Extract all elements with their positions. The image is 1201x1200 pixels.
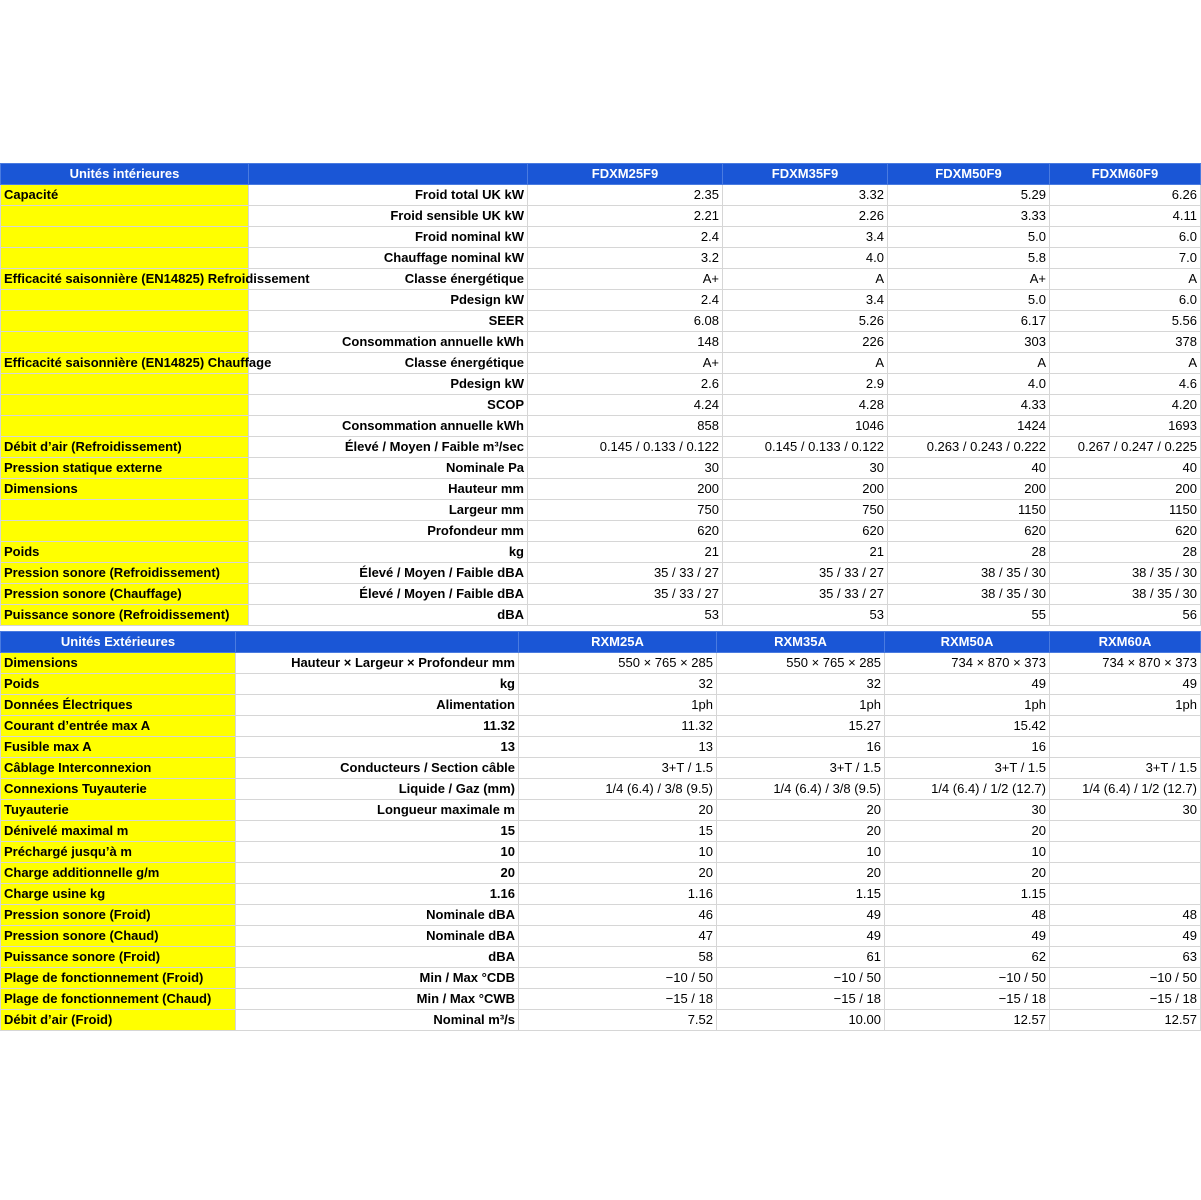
category-cell bbox=[1, 311, 249, 332]
value-cell: 20 bbox=[717, 863, 885, 884]
category-cell: Préchargé jusqu’à m bbox=[1, 842, 236, 863]
indoor-header-row bbox=[1, 164, 1201, 185]
table-row bbox=[1, 332, 1201, 353]
value-cell: 12.57 bbox=[885, 1010, 1050, 1031]
value-cell: 0.263 / 0.243 / 0.222 bbox=[888, 437, 1050, 458]
value-cell: 5.0 bbox=[888, 290, 1050, 311]
value-cell: 2.26 bbox=[723, 206, 888, 227]
table-row bbox=[1, 605, 1201, 626]
indoor-model-header: FDXM50F9 bbox=[888, 164, 1050, 185]
parameter-cell: 10 bbox=[236, 842, 519, 863]
indoor-model-header: FDXM60F9 bbox=[1050, 164, 1201, 185]
value-cell: 3+T / 1.5 bbox=[885, 758, 1050, 779]
value-cell: 53 bbox=[528, 605, 723, 626]
value-cell: 30 bbox=[528, 458, 723, 479]
value-cell: 1.15 bbox=[885, 884, 1050, 905]
table-row bbox=[1, 674, 1201, 695]
table-row bbox=[1, 884, 1201, 905]
value-cell: −15 / 18 bbox=[717, 989, 885, 1010]
value-cell: 1.15 bbox=[717, 884, 885, 905]
value-cell bbox=[1050, 716, 1201, 737]
category-cell: Câblage Interconnexion bbox=[1, 758, 236, 779]
value-cell: 148 bbox=[528, 332, 723, 353]
parameter-cell: Consommation annuelle kWh bbox=[249, 332, 528, 353]
value-cell: 35 / 33 / 27 bbox=[528, 584, 723, 605]
value-cell: 226 bbox=[723, 332, 888, 353]
value-cell: 0.145 / 0.133 / 0.122 bbox=[528, 437, 723, 458]
value-cell: 0.145 / 0.133 / 0.122 bbox=[723, 437, 888, 458]
value-cell: 38 / 35 / 30 bbox=[1050, 584, 1201, 605]
value-cell: 5.56 bbox=[1050, 311, 1201, 332]
table-row bbox=[1, 206, 1201, 227]
value-cell: 1/4 (6.4) / 3/8 (9.5) bbox=[717, 779, 885, 800]
value-cell: 13 bbox=[519, 737, 717, 758]
value-cell: −10 / 50 bbox=[717, 968, 885, 989]
category-cell bbox=[1, 248, 249, 269]
value-cell: 4.24 bbox=[528, 395, 723, 416]
table-row bbox=[1, 779, 1201, 800]
value-cell: 620 bbox=[888, 521, 1050, 542]
value-cell: 35 / 33 / 27 bbox=[723, 563, 888, 584]
table-row bbox=[1, 926, 1201, 947]
category-cell: Débit d’air (Froid) bbox=[1, 1010, 236, 1031]
table-row bbox=[1, 716, 1201, 737]
value-cell: 3.33 bbox=[888, 206, 1050, 227]
category-cell: Données Électriques bbox=[1, 695, 236, 716]
table-row bbox=[1, 500, 1201, 521]
category-cell: Pression sonore (Chauffage) bbox=[1, 584, 249, 605]
category-cell bbox=[1, 395, 249, 416]
value-cell: 38 / 35 / 30 bbox=[888, 584, 1050, 605]
value-cell: 28 bbox=[888, 542, 1050, 563]
parameter-cell: kg bbox=[249, 542, 528, 563]
indoor-section-title: Unités intérieures bbox=[1, 164, 249, 185]
outdoor-model-header: RXM35A bbox=[717, 632, 885, 653]
value-cell: 200 bbox=[888, 479, 1050, 500]
table-row bbox=[1, 653, 1201, 674]
value-cell: 16 bbox=[717, 737, 885, 758]
category-cell: Capacité bbox=[1, 185, 249, 206]
value-cell: 303 bbox=[888, 332, 1050, 353]
category-cell: Puissance sonore (Froid) bbox=[1, 947, 236, 968]
parameter-cell: Nominale Pa bbox=[249, 458, 528, 479]
value-cell: 4.28 bbox=[723, 395, 888, 416]
parameter-cell: SEER bbox=[249, 311, 528, 332]
table-row bbox=[1, 290, 1201, 311]
value-cell: −15 / 18 bbox=[885, 989, 1050, 1010]
value-cell: 20 bbox=[885, 863, 1050, 884]
value-cell: −10 / 50 bbox=[885, 968, 1050, 989]
value-cell bbox=[1050, 842, 1201, 863]
value-cell: 1046 bbox=[723, 416, 888, 437]
value-cell: 10 bbox=[519, 842, 717, 863]
indoor-param-header bbox=[249, 164, 528, 185]
value-cell: 32 bbox=[717, 674, 885, 695]
parameter-cell: Min / Max °CWB bbox=[236, 989, 519, 1010]
value-cell: 4.11 bbox=[1050, 206, 1201, 227]
value-cell: 0.267 / 0.247 / 0.225 bbox=[1050, 437, 1201, 458]
value-cell: A+ bbox=[528, 269, 723, 290]
value-cell bbox=[1050, 737, 1201, 758]
value-cell: 734 × 870 × 373 bbox=[885, 653, 1050, 674]
value-cell: 1424 bbox=[888, 416, 1050, 437]
parameter-cell: Profondeur mm bbox=[249, 521, 528, 542]
value-cell: 2.6 bbox=[528, 374, 723, 395]
value-cell: 49 bbox=[717, 926, 885, 947]
value-cell: 55 bbox=[888, 605, 1050, 626]
category-cell: Efficacité saisonnière (EN14825) Refroidissement bbox=[1, 269, 249, 290]
category-cell: Fusible max A bbox=[1, 737, 236, 758]
value-cell: A bbox=[1050, 353, 1201, 374]
value-cell: 38 / 35 / 30 bbox=[1050, 563, 1201, 584]
value-cell: 200 bbox=[528, 479, 723, 500]
parameter-cell: Hauteur × Largeur × Profondeur mm bbox=[236, 653, 519, 674]
category-cell: Débit d’air (Refroidissement) bbox=[1, 437, 249, 458]
value-cell: 35 / 33 / 27 bbox=[528, 563, 723, 584]
category-cell bbox=[1, 332, 249, 353]
value-cell: 38 / 35 / 30 bbox=[888, 563, 1050, 584]
value-cell: 7.0 bbox=[1050, 248, 1201, 269]
value-cell: 6.0 bbox=[1050, 227, 1201, 248]
value-cell: 6.26 bbox=[1050, 185, 1201, 206]
parameter-cell: Alimentation bbox=[236, 695, 519, 716]
parameter-cell: Consommation annuelle kWh bbox=[249, 416, 528, 437]
parameter-cell: 11.32 bbox=[236, 716, 519, 737]
parameter-cell: Pdesign kW bbox=[249, 290, 528, 311]
value-cell: 6.08 bbox=[528, 311, 723, 332]
value-cell: 620 bbox=[723, 521, 888, 542]
category-cell bbox=[1, 227, 249, 248]
value-cell: 1/4 (6.4) / 1/2 (12.7) bbox=[885, 779, 1050, 800]
value-cell: 5.0 bbox=[888, 227, 1050, 248]
value-cell: 750 bbox=[723, 500, 888, 521]
parameter-cell: kg bbox=[236, 674, 519, 695]
value-cell: 49 bbox=[1050, 674, 1201, 695]
table-row bbox=[1, 542, 1201, 563]
parameter-cell: 20 bbox=[236, 863, 519, 884]
outdoor-model-header: RXM60A bbox=[1050, 632, 1201, 653]
parameter-cell: Pdesign kW bbox=[249, 374, 528, 395]
outdoor-section-title: Unités Extérieures bbox=[1, 632, 236, 653]
category-cell: Courant d’entrée max A bbox=[1, 716, 236, 737]
value-cell: 32 bbox=[519, 674, 717, 695]
value-cell: 750 bbox=[528, 500, 723, 521]
value-cell: 61 bbox=[717, 947, 885, 968]
value-cell: 858 bbox=[528, 416, 723, 437]
value-cell: 3.4 bbox=[723, 227, 888, 248]
table-row bbox=[1, 821, 1201, 842]
parameter-cell: Élevé / Moyen / Faible dBA bbox=[249, 584, 528, 605]
category-cell: Poids bbox=[1, 674, 236, 695]
parameter-cell: dBA bbox=[236, 947, 519, 968]
value-cell: 58 bbox=[519, 947, 717, 968]
value-cell: 1ph bbox=[885, 695, 1050, 716]
value-cell: 4.33 bbox=[888, 395, 1050, 416]
value-cell: 734 × 870 × 373 bbox=[1050, 653, 1201, 674]
indoor-units-table bbox=[0, 163, 1201, 626]
table-row bbox=[1, 947, 1201, 968]
parameter-cell: 15 bbox=[236, 821, 519, 842]
parameter-cell: Froid total UK kW bbox=[249, 185, 528, 206]
value-cell: −10 / 50 bbox=[1050, 968, 1201, 989]
value-cell: 3.32 bbox=[723, 185, 888, 206]
value-cell: 6.17 bbox=[888, 311, 1050, 332]
value-cell: 200 bbox=[1050, 479, 1201, 500]
category-cell bbox=[1, 416, 249, 437]
table-row bbox=[1, 521, 1201, 542]
parameter-cell: Hauteur mm bbox=[249, 479, 528, 500]
value-cell: 5.26 bbox=[723, 311, 888, 332]
table-row bbox=[1, 353, 1201, 374]
value-cell: 5.8 bbox=[888, 248, 1050, 269]
value-cell: 30 bbox=[885, 800, 1050, 821]
value-cell: 12.57 bbox=[1050, 1010, 1201, 1031]
value-cell bbox=[1050, 863, 1201, 884]
category-cell: Tuyauterie bbox=[1, 800, 236, 821]
parameter-cell: Froid sensible UK kW bbox=[249, 206, 528, 227]
table-row bbox=[1, 458, 1201, 479]
value-cell: 49 bbox=[885, 674, 1050, 695]
value-cell: A+ bbox=[528, 353, 723, 374]
value-cell: 2.4 bbox=[528, 290, 723, 311]
value-cell: 1ph bbox=[519, 695, 717, 716]
value-cell: 48 bbox=[885, 905, 1050, 926]
value-cell: 1/4 (6.4) / 1/2 (12.7) bbox=[1050, 779, 1201, 800]
value-cell: 1150 bbox=[1050, 500, 1201, 521]
category-cell: Pression statique externe bbox=[1, 458, 249, 479]
value-cell: 1ph bbox=[1050, 695, 1201, 716]
value-cell: 15.42 bbox=[885, 716, 1050, 737]
parameter-cell: Min / Max °CDB bbox=[236, 968, 519, 989]
value-cell: 30 bbox=[1050, 800, 1201, 821]
value-cell: 30 bbox=[723, 458, 888, 479]
indoor-model-header: FDXM35F9 bbox=[723, 164, 888, 185]
parameter-cell: Élevé / Moyen / Faible dBA bbox=[249, 563, 528, 584]
parameter-cell: Conducteurs / Section câble bbox=[236, 758, 519, 779]
parameter-cell: Froid nominal kW bbox=[249, 227, 528, 248]
parameter-cell: SCOP bbox=[249, 395, 528, 416]
parameter-cell: Nominale dBA bbox=[236, 926, 519, 947]
indoor-model-header: FDXM25F9 bbox=[528, 164, 723, 185]
category-cell: Pression sonore (Refroidissement) bbox=[1, 563, 249, 584]
value-cell: 3+T / 1.5 bbox=[519, 758, 717, 779]
table-row bbox=[1, 269, 1201, 290]
outdoor-model-header: RXM50A bbox=[885, 632, 1050, 653]
value-cell: 4.6 bbox=[1050, 374, 1201, 395]
table-row bbox=[1, 227, 1201, 248]
table-row bbox=[1, 248, 1201, 269]
parameter-cell: Largeur mm bbox=[249, 500, 528, 521]
category-cell: Dénivelé maximal m bbox=[1, 821, 236, 842]
parameter-cell: Nominale dBA bbox=[236, 905, 519, 926]
value-cell: 40 bbox=[888, 458, 1050, 479]
value-cell: 16 bbox=[885, 737, 1050, 758]
value-cell: 10 bbox=[717, 842, 885, 863]
table-row bbox=[1, 863, 1201, 884]
table-row bbox=[1, 416, 1201, 437]
parameter-cell: Chauffage nominal kW bbox=[249, 248, 528, 269]
value-cell: 20 bbox=[717, 800, 885, 821]
value-cell: 46 bbox=[519, 905, 717, 926]
value-cell: 15 bbox=[519, 821, 717, 842]
parameter-cell: 13 bbox=[236, 737, 519, 758]
category-cell bbox=[1, 374, 249, 395]
value-cell: 56 bbox=[1050, 605, 1201, 626]
category-cell: Poids bbox=[1, 542, 249, 563]
value-cell: 20 bbox=[885, 821, 1050, 842]
table-row bbox=[1, 1010, 1201, 1031]
value-cell: 28 bbox=[1050, 542, 1201, 563]
value-cell: −15 / 18 bbox=[1050, 989, 1201, 1010]
value-cell: A bbox=[1050, 269, 1201, 290]
value-cell bbox=[1050, 821, 1201, 842]
value-cell: 2.4 bbox=[528, 227, 723, 248]
parameter-cell: Classe énergétique bbox=[249, 353, 528, 374]
table-row bbox=[1, 374, 1201, 395]
category-cell: Pression sonore (Froid) bbox=[1, 905, 236, 926]
table-row bbox=[1, 584, 1201, 605]
value-cell: 47 bbox=[519, 926, 717, 947]
value-cell: 6.0 bbox=[1050, 290, 1201, 311]
value-cell: 7.52 bbox=[519, 1010, 717, 1031]
value-cell: 4.20 bbox=[1050, 395, 1201, 416]
value-cell: 10.00 bbox=[717, 1010, 885, 1031]
outdoor-param-header bbox=[236, 632, 519, 653]
value-cell: 550 × 765 × 285 bbox=[717, 653, 885, 674]
value-cell: 5.29 bbox=[888, 185, 1050, 206]
value-cell: A+ bbox=[888, 269, 1050, 290]
table-row bbox=[1, 905, 1201, 926]
parameter-cell: Liquide / Gaz (mm) bbox=[236, 779, 519, 800]
value-cell: 1/4 (6.4) / 3/8 (9.5) bbox=[519, 779, 717, 800]
value-cell: 3+T / 1.5 bbox=[1050, 758, 1201, 779]
value-cell: 1.16 bbox=[519, 884, 717, 905]
table-row bbox=[1, 563, 1201, 584]
value-cell: 20 bbox=[519, 863, 717, 884]
table-row bbox=[1, 437, 1201, 458]
value-cell: −10 / 50 bbox=[519, 968, 717, 989]
value-cell: 550 × 765 × 285 bbox=[519, 653, 717, 674]
value-cell: A bbox=[888, 353, 1050, 374]
table-row bbox=[1, 842, 1201, 863]
parameter-cell: Longueur maximale m bbox=[236, 800, 519, 821]
table-row bbox=[1, 395, 1201, 416]
value-cell: 63 bbox=[1050, 947, 1201, 968]
category-cell: Connexions Tuyauterie bbox=[1, 779, 236, 800]
value-cell: 378 bbox=[1050, 332, 1201, 353]
category-cell: Pression sonore (Chaud) bbox=[1, 926, 236, 947]
category-cell: Efficacité saisonnière (EN14825) Chauffage bbox=[1, 353, 249, 374]
table-row bbox=[1, 989, 1201, 1010]
parameter-cell: Classe énergétique bbox=[249, 269, 528, 290]
value-cell: 4.0 bbox=[888, 374, 1050, 395]
value-cell: 20 bbox=[717, 821, 885, 842]
value-cell: 3+T / 1.5 bbox=[717, 758, 885, 779]
value-cell: 200 bbox=[723, 479, 888, 500]
value-cell: 1150 bbox=[888, 500, 1050, 521]
category-cell: Charge additionnelle g/m bbox=[1, 863, 236, 884]
value-cell: 620 bbox=[528, 521, 723, 542]
value-cell: 10 bbox=[885, 842, 1050, 863]
table-row bbox=[1, 695, 1201, 716]
value-cell: 53 bbox=[723, 605, 888, 626]
value-cell: 48 bbox=[1050, 905, 1201, 926]
value-cell: 11.32 bbox=[519, 716, 717, 737]
value-cell bbox=[1050, 884, 1201, 905]
value-cell: 3.2 bbox=[528, 248, 723, 269]
table-row bbox=[1, 311, 1201, 332]
value-cell: 35 / 33 / 27 bbox=[723, 584, 888, 605]
table-row bbox=[1, 758, 1201, 779]
category-cell bbox=[1, 521, 249, 542]
table-row bbox=[1, 968, 1201, 989]
category-cell bbox=[1, 206, 249, 227]
category-cell: Plage de fonctionnement (Chaud) bbox=[1, 989, 236, 1010]
outdoor-header-row bbox=[1, 632, 1201, 653]
category-cell bbox=[1, 290, 249, 311]
category-cell: Dimensions bbox=[1, 653, 236, 674]
value-cell: 49 bbox=[1050, 926, 1201, 947]
value-cell: 3.4 bbox=[723, 290, 888, 311]
table-row bbox=[1, 479, 1201, 500]
category-cell: Charge usine kg bbox=[1, 884, 236, 905]
outdoor-model-header: RXM25A bbox=[519, 632, 717, 653]
value-cell: 40 bbox=[1050, 458, 1201, 479]
parameter-cell: dBA bbox=[249, 605, 528, 626]
category-cell: Plage de fonctionnement (Froid) bbox=[1, 968, 236, 989]
value-cell: A bbox=[723, 353, 888, 374]
outdoor-units-table bbox=[0, 631, 1201, 1031]
value-cell: 1ph bbox=[717, 695, 885, 716]
indoor-body bbox=[1, 185, 1201, 626]
outdoor-body bbox=[1, 653, 1201, 1031]
value-cell: 49 bbox=[717, 905, 885, 926]
value-cell: 2.35 bbox=[528, 185, 723, 206]
parameter-cell: 1.16 bbox=[236, 884, 519, 905]
value-cell: 21 bbox=[723, 542, 888, 563]
value-cell: 620 bbox=[1050, 521, 1201, 542]
table-row bbox=[1, 737, 1201, 758]
value-cell: 4.0 bbox=[723, 248, 888, 269]
value-cell: 15.27 bbox=[717, 716, 885, 737]
category-cell: Puissance sonore (Refroidissement) bbox=[1, 605, 249, 626]
category-cell bbox=[1, 500, 249, 521]
value-cell: 20 bbox=[519, 800, 717, 821]
value-cell: 21 bbox=[528, 542, 723, 563]
value-cell: 1693 bbox=[1050, 416, 1201, 437]
value-cell: 62 bbox=[885, 947, 1050, 968]
table-row bbox=[1, 185, 1201, 206]
category-cell: Dimensions bbox=[1, 479, 249, 500]
value-cell: −15 / 18 bbox=[519, 989, 717, 1010]
value-cell: A bbox=[723, 269, 888, 290]
value-cell: 2.9 bbox=[723, 374, 888, 395]
value-cell: 2.21 bbox=[528, 206, 723, 227]
table-row bbox=[1, 800, 1201, 821]
parameter-cell: Élevé / Moyen / Faible m³/sec bbox=[249, 437, 528, 458]
value-cell: 49 bbox=[885, 926, 1050, 947]
parameter-cell: Nominal m³/s bbox=[236, 1010, 519, 1031]
